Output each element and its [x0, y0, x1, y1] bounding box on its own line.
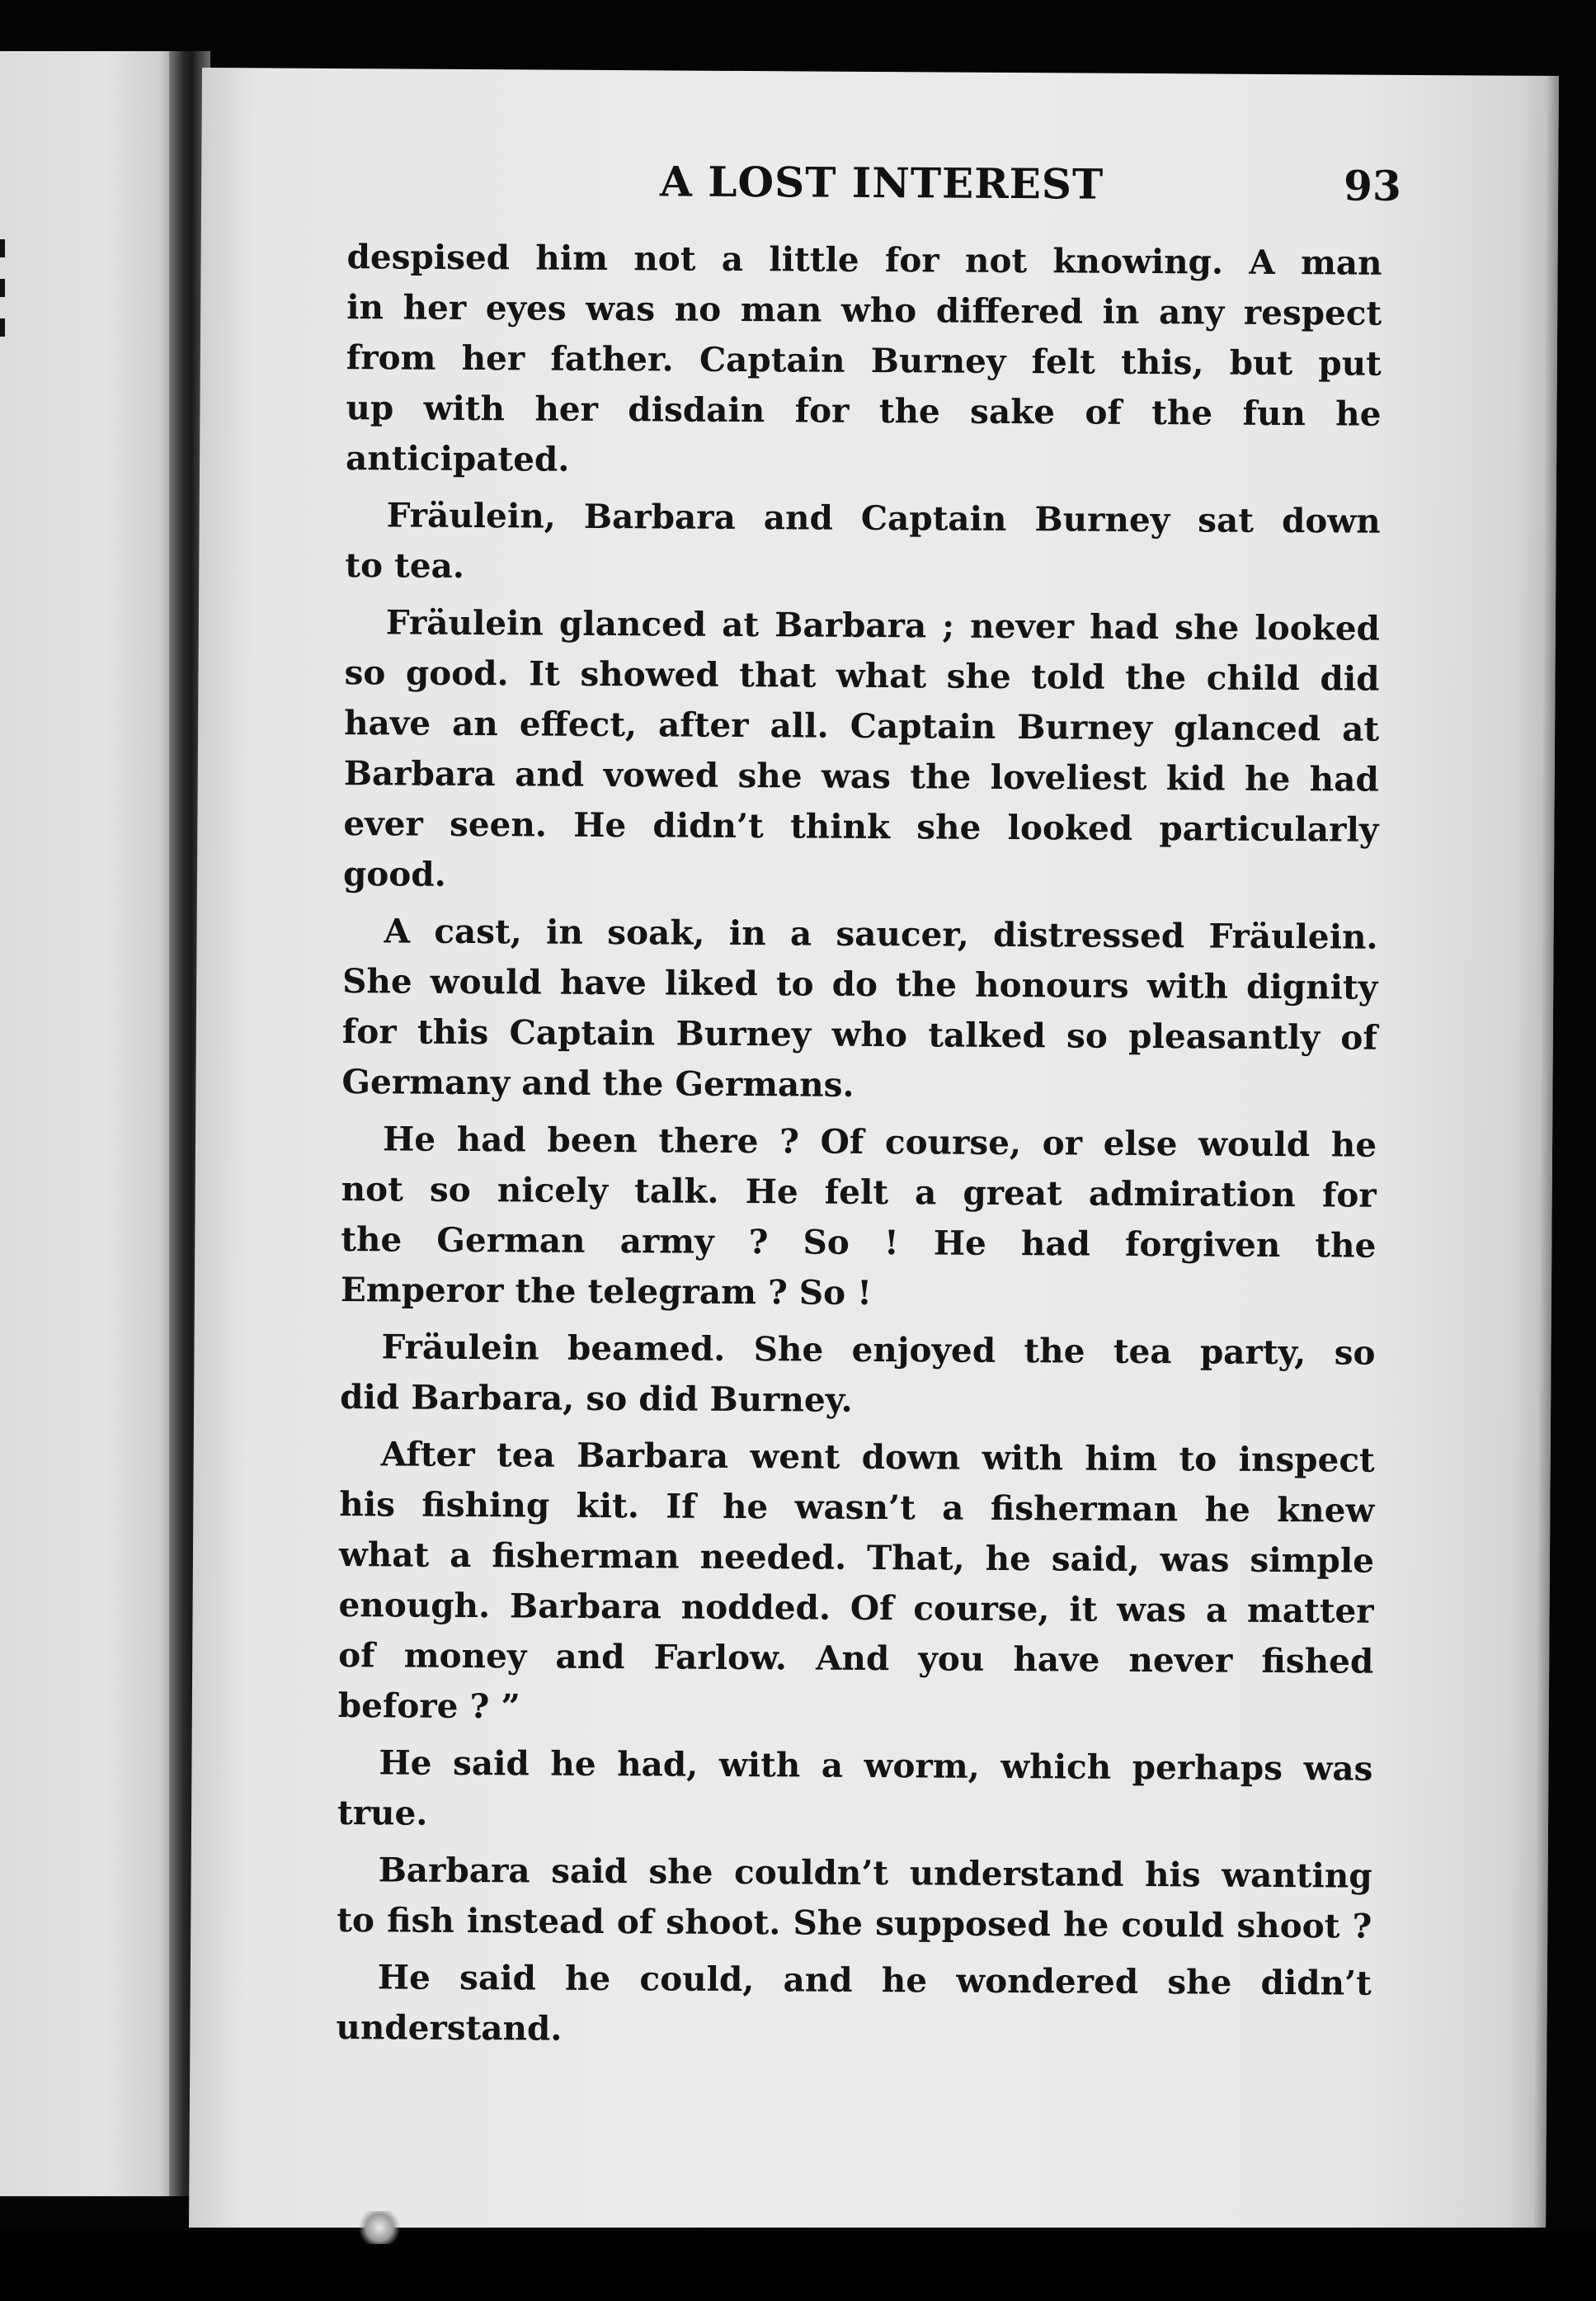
running-title: A LOST INTEREST	[659, 157, 1104, 209]
left-margin-marks	[0, 239, 7, 371]
text-line: He had been there ? Of course, or else would he	[382, 1119, 1377, 1165]
text-line: did Barbara, so did Burney.	[340, 1377, 853, 1420]
scan-smudge	[355, 2211, 404, 2244]
text-line: Barbara said she couldn’t understand his wanting	[378, 1850, 1372, 1896]
paragraph	[345, 490, 1381, 597]
text-line: what a fisherman needed. That, he said, was simple	[338, 1535, 1375, 1581]
paragraph	[340, 1322, 1376, 1429]
text-line: to tea.	[345, 545, 465, 586]
paragraph	[341, 906, 1377, 1114]
text-line: in her eyes was no man who differed in any respect	[346, 287, 1382, 333]
text-line: have an effect, after all. Captain Burney glanced at	[344, 703, 1380, 749]
text-line: up with her disdain for the sake of the fun he	[346, 388, 1382, 434]
previous-page-edge	[0, 51, 177, 2196]
page-edge-shadow	[1534, 76, 1559, 2246]
text-line: despised him not a little for not knowing. A man	[346, 237, 1382, 283]
text-line: enough. Barbara nodded. Of course, it was a matter	[338, 1585, 1374, 1631]
body-text	[336, 232, 1382, 2066]
text-line: not so nicely talk. He felt a great admiration for	[341, 1169, 1377, 1215]
text-line: Germany and the Germans.	[341, 1062, 854, 1105]
text-line: anticipated.	[345, 438, 570, 479]
paragraph	[336, 1952, 1372, 2059]
text-line: good.	[342, 854, 446, 894]
text-line: the German army ? So ! He had forgiven the	[341, 1219, 1377, 1266]
text-line: ever seen. He didn’t think she looked particularly	[343, 804, 1379, 850]
paragraph	[337, 1845, 1372, 1952]
text-line: Emperor the telegram ? So !	[340, 1270, 873, 1313]
text-line: Fräulein, Barbara and Captain Burney sat down	[386, 495, 1381, 541]
text-line: A cast, in soak, in a saucer, distressed Fräulein.	[384, 911, 1378, 957]
text-line: Barbara and vowed she was the loveliest kid he had	[343, 753, 1379, 799]
text-line: from her father. Captain Burney felt this, but put	[346, 337, 1382, 384]
text-line: to fish instead of shoot. She supposed he could shoot ?	[337, 1900, 1372, 1946]
paragraph	[338, 1429, 1375, 1738]
scan-bottom-border	[0, 2228, 1596, 2301]
paragraph	[341, 1114, 1377, 1322]
page-number: 93	[1343, 161, 1401, 210]
text-line: so good. It showed that what she told the child did	[344, 653, 1380, 699]
book-page	[189, 68, 1559, 2246]
running-head	[201, 154, 1422, 210]
paragraph	[337, 1738, 1373, 1845]
text-line: before ? ”	[337, 1686, 520, 1727]
text-line: true.	[337, 1793, 428, 1833]
text-line: After tea Barbara went down with him to inspect	[380, 1434, 1375, 1480]
text-line: for this Captain Burney who talked so pleasantly of	[341, 1011, 1377, 1058]
paragraph	[343, 597, 1380, 906]
text-line: understand.	[336, 2007, 563, 2049]
text-line: He said he had, with a worm, which perhaps was	[379, 1742, 1373, 1789]
text-line: his fishing kit. If he wasn’t a fisherman he knew	[339, 1484, 1375, 1530]
text-line: Fräulein glanced at Barbara ; never had she looked	[385, 602, 1381, 648]
paragraph	[346, 232, 1382, 490]
text-line: She would have liked to do the honours with dignity	[342, 961, 1378, 1007]
text-line: He said he could, and he wondered she didn’t	[377, 1957, 1372, 2003]
text-line: of money and Farlow. And you have never fished	[338, 1635, 1374, 1681]
text-line: Fräulein beamed. She enjoyed the tea party, so	[381, 1327, 1376, 1373]
